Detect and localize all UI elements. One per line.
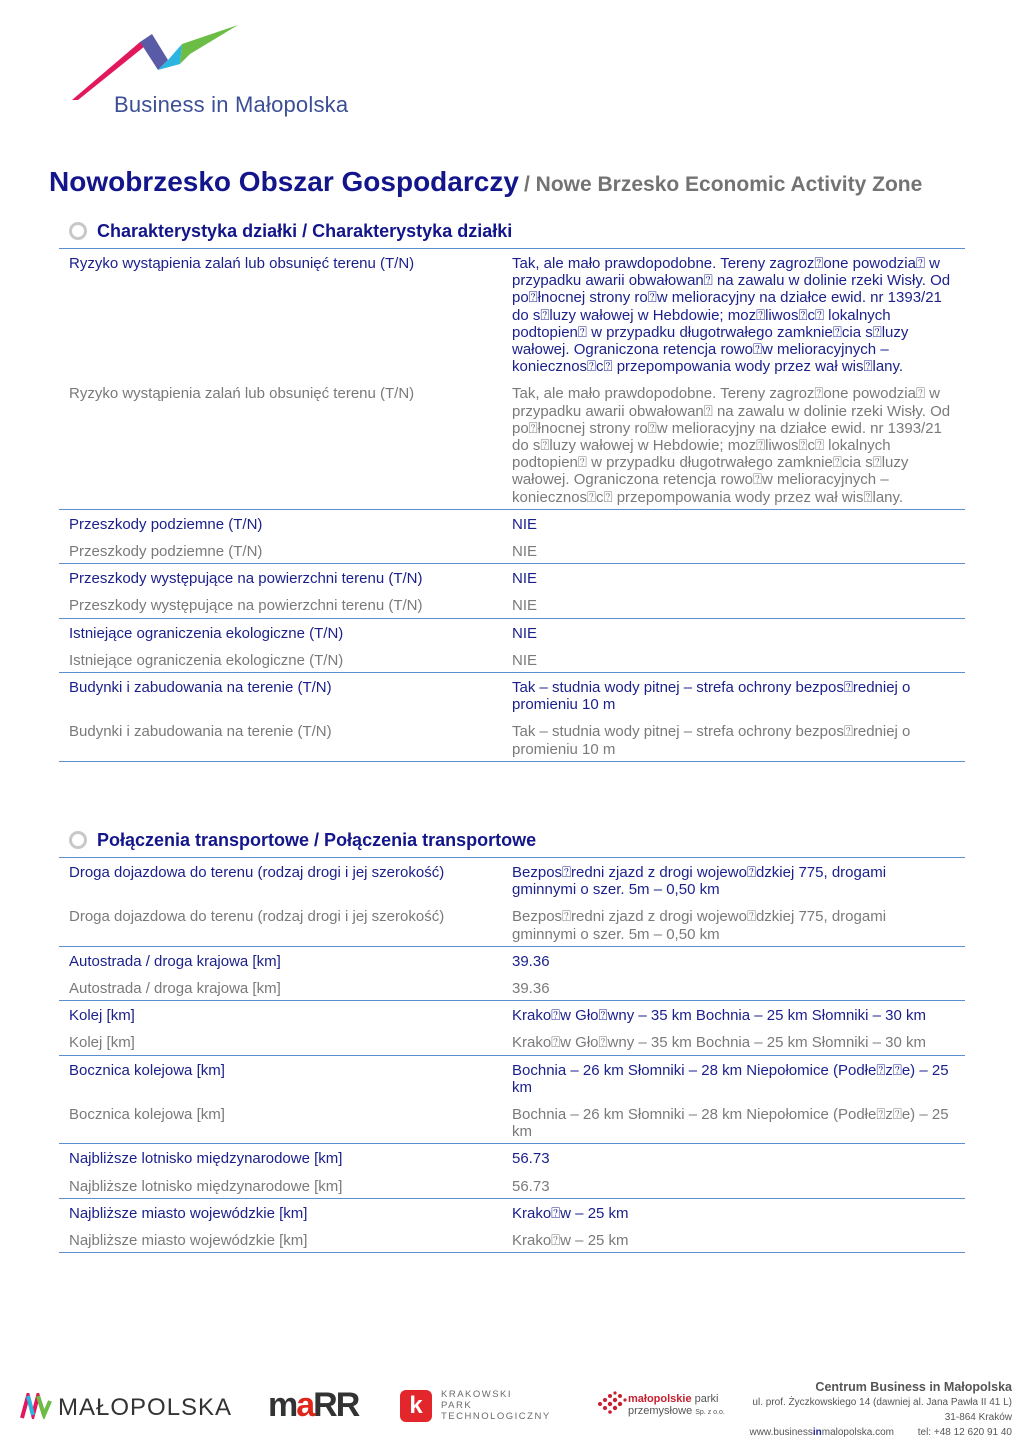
data-group: [59, 619, 965, 673]
field-label: Przeszkody występujące na powierzchni terenu (T/N): [69, 570, 423, 588]
field-label: Bocznica kolejowa [km]: [69, 1061, 225, 1079]
logo-stripe: [180, 25, 238, 64]
field-value: 39.36: [512, 952, 550, 970]
section-title: Charakterystyka działki / Charakterystyka działki: [97, 221, 513, 241]
mpp-suffix: Sp. z o.o.: [695, 1409, 725, 1416]
web-suffix: malopolska.com: [821, 1427, 894, 1438]
mpp-rest: parki: [694, 1393, 719, 1405]
row-secondary: [59, 597, 965, 614]
field-value: Bezpos⍰redni zjazd z drogi wojewo⍰dzkiej 775, drogami gminnymi o szer. 5m – 0,50 km: [512, 864, 887, 899]
malopolska-mark-icon: [20, 1393, 54, 1419]
section-transport: [59, 829, 965, 1253]
field-label: Przeszkody podziemne (T/N): [69, 515, 263, 533]
field-value: Tak – studnia wody pitnej – strefa ochrony bezpos⍰redniej o promieniu 10 m: [512, 723, 911, 758]
field-value: NIE: [512, 651, 538, 669]
field-value: Bochnia – 26 km Słomniki – 28 km Niepołomice (Podłe⍰z⍰e) – 25 km: [512, 1061, 949, 1096]
business-in-malopolska-logo: [70, 22, 380, 117]
row-secondary: [59, 385, 965, 505]
field-label: Najbliższe lotnisko międzynarodowe [km]: [69, 1150, 343, 1168]
row-polish: [59, 1205, 965, 1222]
mpp-logo-text: [628, 1393, 725, 1419]
data-group: [59, 947, 965, 1001]
data-group: [59, 858, 965, 947]
kpt-logo-icon: k: [400, 1390, 432, 1422]
field-label: Droga dojazdowa do terenu (rodzaj drogi i jej szerokość): [69, 908, 445, 926]
contact-name: Centrum Business in Małopolska: [815, 1380, 1012, 1394]
row-secondary: [59, 1106, 965, 1140]
row-secondary: [59, 908, 965, 942]
contact-phone: tel: +48 12 620 91 40: [917, 1427, 1012, 1438]
data-group: [59, 1199, 965, 1253]
field-value: Bochnia – 26 km Słomniki – 28 km Niepołomice (Podłe⍰z⍰e) – 25 km: [512, 1106, 949, 1141]
data-group: [59, 1144, 965, 1198]
data-group: [59, 1001, 965, 1055]
kpt-logo-text: [441, 1389, 551, 1422]
marr-rr: RR: [313, 1386, 359, 1424]
field-value: Bezpos⍰redni zjazd z drogi wojewo⍰dzkiej 775, drogami gminnymi o szer. 5m – 0,50 km: [512, 908, 887, 943]
contact-address: ul. prof. Życzkowskiego 14 (dawniej al. Jana Pawła II 41 L): [752, 1397, 1012, 1408]
mpp-line2: przemysłowe: [628, 1405, 693, 1417]
field-label: Kolej [km]: [69, 1007, 135, 1025]
field-value: Tak, ale mało prawdopodobne. Tereny zagroz⍰one powodzia⍰ w przypadku awarii obwałowan⍰ na zawalu w dolinie rzeki Wisły. Od po⍰łnocnej strony ro⍰w melioracyjny na działce ewid. nr 1393/21 do s⍰luzy wałowej w Hebdowie; moz⍰liwos⍰c⍰ lokalnych podtopien⍰ w przypadku długotrwałego zamknie⍰cia s⍰luzy wałowej. Ograniczona retencja rowo⍰w melioracyjnych – koniecznos⍰c⍰ przepompowania wody przez wał wis⍰lany.: [512, 385, 951, 506]
section-plot-characteristics: [59, 220, 965, 762]
field-label: Istniejące ograniczenia ekologiczne (T/N): [69, 624, 344, 642]
field-label: Bocznica kolejowa [km]: [69, 1106, 225, 1124]
data-group: [59, 249, 965, 510]
row-secondary: [59, 1232, 965, 1249]
contact-block: [749, 1380, 1012, 1440]
row-secondary: [59, 652, 965, 669]
field-label: Autostrada / droga krajowa [km]: [69, 980, 281, 998]
data-group: [59, 673, 965, 762]
contact-website[interactable]: [749, 1425, 894, 1440]
row-secondary: [59, 543, 965, 560]
row-polish: [59, 953, 965, 970]
contact-city: 31-864 Kraków: [944, 1412, 1012, 1423]
row-polish: [59, 570, 965, 587]
kpt-line: KRAKOWSKI: [441, 1389, 513, 1400]
data-group: [59, 1056, 965, 1145]
field-label: Droga dojazdowa do terenu (rodzaj drogi i jej szerokość): [69, 864, 445, 881]
logo-mark-icon: [70, 22, 250, 102]
row-secondary: [59, 980, 965, 997]
circle-bullet-icon: [69, 831, 87, 849]
marr-a: a: [296, 1386, 314, 1424]
field-label: Najbliższe miasto wojewódzkie [km]: [69, 1232, 308, 1250]
field-value: Krako⍰w Gło⍰wny – 35 km Bochnia – 25 km Słomniki – 30 km: [512, 1007, 926, 1025]
page-title: [49, 166, 922, 198]
field-value: 56.73: [512, 1177, 550, 1195]
title-main: Nowobrzesko Obszar Gospodarczy: [49, 166, 519, 197]
field-label: Budynki i zabudowania na terenie (T/N): [69, 723, 332, 741]
section-header: [59, 829, 965, 858]
section-title: Połączenia transportowe / Połączenia transportowe: [97, 830, 537, 850]
field-value: NIE: [512, 543, 538, 561]
marr-logo: [268, 1386, 358, 1425]
row-secondary: [59, 723, 965, 757]
field-value: NIE: [512, 570, 538, 588]
field-value: Tak – studnia wody pitnej – strefa ochrony bezpos⍰redniej o promieniu 10 m: [512, 679, 911, 714]
field-label: Istniejące ograniczenia ekologiczne (T/N): [69, 651, 344, 669]
field-label: Najbliższe lotnisko międzynarodowe [km]: [69, 1177, 343, 1195]
field-value: NIE: [512, 597, 538, 615]
field-label: Ryzyko wystąpienia zalań lub obsunięć terenu (T/N): [69, 255, 415, 272]
row-polish: [59, 516, 965, 533]
field-value: Krako⍰w – 25 km: [512, 1232, 629, 1250]
field-value: Krako⍰w Gło⍰wny – 35 km Bochnia – 25 km Słomniki – 30 km: [512, 1034, 926, 1052]
footer: [0, 1360, 1024, 1448]
web-bold: in: [812, 1427, 822, 1438]
field-label: Ryzyko wystąpienia zalań lub obsunięć terenu (T/N): [69, 385, 415, 403]
row-secondary: [59, 1178, 965, 1195]
data-group: [59, 510, 965, 564]
web-prefix: www.business: [749, 1427, 813, 1438]
field-value: Tak, ale mało prawdopodobne. Tereny zagroz⍰one powodzia⍰ w przypadku awarii obwałowan⍰ na zawalu w dolinie rzeki Wisły. Od po⍰łnocnej strony ro⍰w melioracyjny na działce ewid. nr 1393/21 do s⍰luzy wałowej w Hebdowie; moz⍰liwos⍰c⍰ lokalnych podtopien⍰ w przypadku długotrwałego zamknie⍰cia s⍰luzy wałowej. Ograniczona retencja rowo⍰w melioracyjnych – koniecznos⍰c⍰ przepompowania wody przez wał wis⍰lany.: [512, 255, 951, 376]
mpp-dots-icon: [596, 1390, 628, 1416]
row-polish: [59, 255, 965, 375]
section-header: [59, 220, 965, 249]
row-polish: [59, 1062, 965, 1096]
circle-bullet-icon: [69, 222, 87, 240]
row-polish: [59, 679, 965, 713]
field-value: 56.73: [512, 1150, 550, 1168]
row-polish: [59, 1007, 965, 1024]
title-subtitle: / Nowe Brzesko Economic Activity Zone: [523, 173, 923, 196]
field-label: Kolej [km]: [69, 1034, 135, 1052]
kpt-line: PARK: [441, 1400, 473, 1411]
field-value: 39.36: [512, 980, 550, 998]
kpt-line: TECHNOLOGICZNY: [441, 1411, 551, 1422]
field-label: Autostrada / droga krajowa [km]: [69, 952, 281, 970]
row-secondary: [59, 1034, 965, 1051]
field-label: Przeszkody podziemne (T/N): [69, 543, 263, 561]
malopolska-text: MAŁOPOLSKA: [58, 1394, 233, 1421]
field-value: NIE: [512, 515, 538, 533]
field-label: Najbliższe miasto wojewódzkie [km]: [69, 1204, 308, 1222]
logo-text: Business in Małopolska: [114, 92, 349, 117]
field-value: NIE: [512, 624, 538, 642]
field-label: Budynki i zabudowania na terenie (T/N): [69, 679, 332, 697]
row-polish: [59, 1150, 965, 1167]
field-label: Przeszkody występujące na powierzchni terenu (T/N): [69, 597, 423, 615]
row-polish: [59, 625, 965, 642]
data-group: [59, 564, 965, 618]
row-polish: [59, 864, 965, 898]
mpp-red: małopolskie: [628, 1393, 692, 1405]
field-value: Krako⍰w – 25 km: [512, 1204, 629, 1222]
marr-m: m: [268, 1386, 297, 1424]
